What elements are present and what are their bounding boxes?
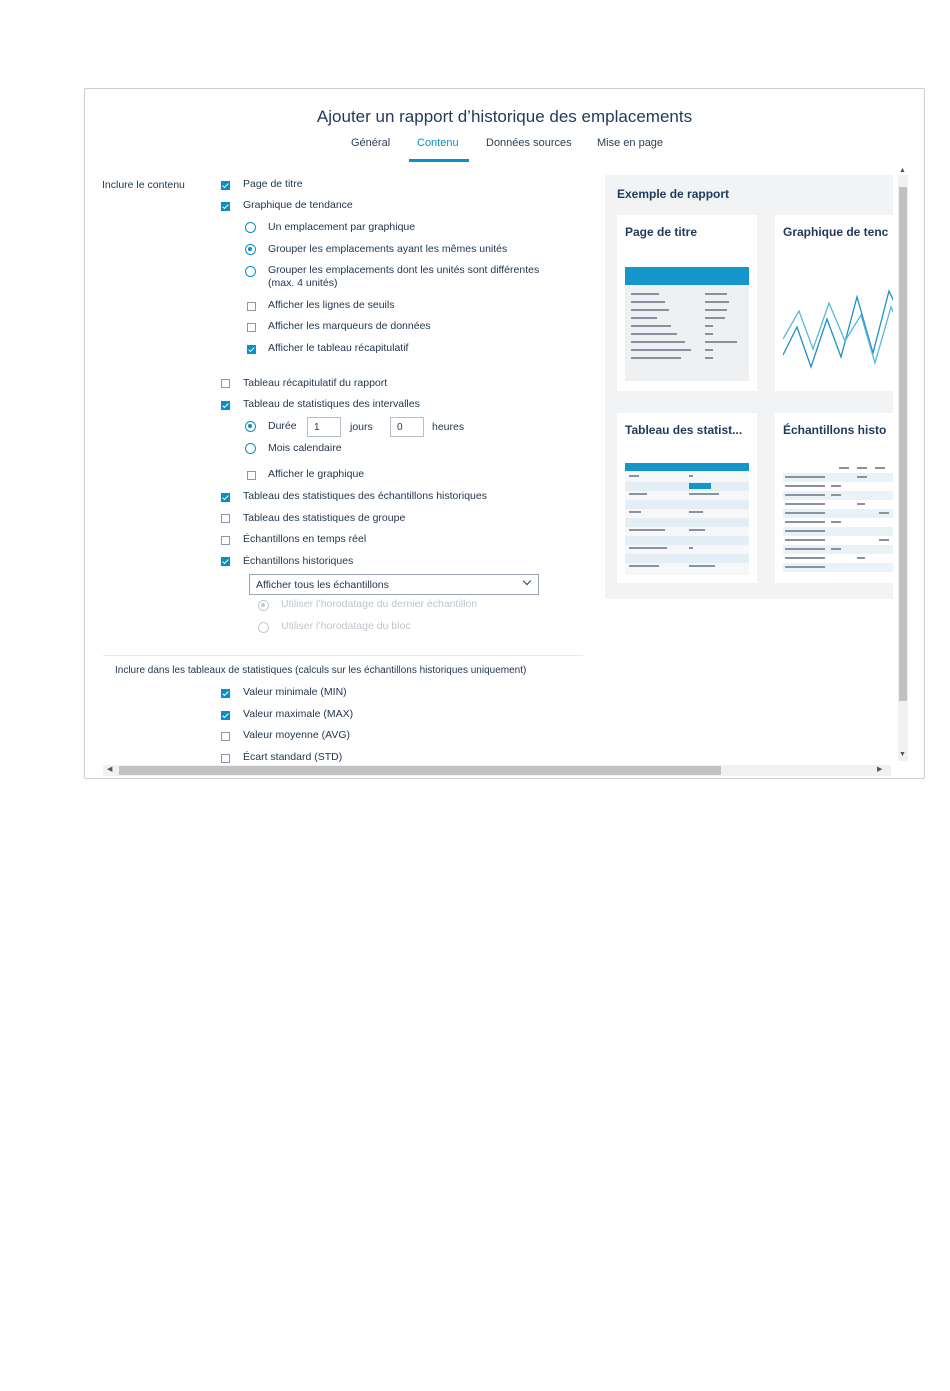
radio-un-emplacement[interactable] (245, 222, 256, 233)
checkbox-tableau-recap[interactable] (247, 345, 256, 354)
card-title-graphique: Graphique de tenc (783, 225, 889, 239)
scroll-down-icon[interactable]: ▼ (899, 751, 906, 758)
section-label-inclure: Inclure le contenu (102, 179, 185, 191)
section-divider (103, 655, 583, 656)
active-tab-indicator (409, 159, 469, 162)
checkbox-stats-echantillons[interactable] (221, 493, 230, 502)
label-graphique-tendance: Graphique de tendance (243, 199, 353, 211)
label-mois-calendaire: Mois calendaire (268, 442, 342, 454)
card-title-page-titre: Page de titre (625, 225, 698, 239)
radio-horodatage-dernier[interactable] (258, 600, 269, 611)
radio-mois-calendaire[interactable] (245, 443, 256, 454)
label-grouper-differentes: Grouper les emplacements dont les unités sont différentes (268, 264, 540, 276)
dialog-title: Ajouter un rapport d’historique des emplacements (316, 107, 693, 126)
tab-mise-en-page[interactable]: Mise en page (597, 137, 664, 149)
scroll-up-icon[interactable]: ▲ (899, 167, 906, 174)
checkbox-afficher-graphique[interactable] (247, 471, 256, 480)
radio-duree[interactable] (245, 421, 256, 432)
checkbox-lignes-seuils[interactable] (247, 302, 256, 311)
card-title-tableau-stats: Tableau des statist... (625, 423, 743, 437)
scroll-left-icon[interactable]: ◀ (107, 766, 113, 773)
label-heures: heures (432, 421, 465, 433)
scroll-right-icon[interactable]: ▶ (877, 766, 883, 773)
preview-card-tableau-stats (617, 413, 757, 583)
label-horodatage-bloc: Utiliser l’horodatage du bloc (281, 620, 411, 632)
mini-title-header (625, 267, 749, 285)
jours-input[interactable]: 1 (307, 417, 341, 437)
label-page-titre: Page de titre (243, 178, 303, 190)
heures-input[interactable]: 0 (390, 417, 424, 437)
tab-bar (85, 137, 924, 163)
radio-grouper-memes-unites[interactable] (245, 244, 256, 255)
label-min: Valeur minimale (MIN) (243, 686, 347, 698)
label-avg: Valeur moyenne (AVG) (243, 729, 350, 741)
label-tableau-recap: Afficher le tableau récapitulatif (268, 342, 409, 354)
checkbox-tableau-recap-rapport[interactable] (221, 379, 230, 388)
preview-title: Exemple de rapport (617, 187, 730, 201)
report-dialog (84, 88, 925, 779)
label-jours: jours (350, 421, 373, 433)
label-un-emplacement: Un emplacement par graphique (268, 221, 416, 233)
checkbox-echantillons-historiques[interactable] (221, 557, 230, 566)
label-marqueurs: Afficher les marqueurs de données (268, 320, 431, 332)
horizontal-scroll-thumb[interactable] (119, 766, 721, 775)
label-stats-groupe: Tableau des statistiques de groupe (243, 512, 406, 524)
checkbox-stats-groupe[interactable] (221, 514, 230, 523)
horizontal-scrollbar[interactable] (103, 765, 891, 776)
vertical-scrollbar[interactable] (898, 167, 908, 761)
label-echantillons-historiques: Échantillons historiques (243, 555, 354, 567)
label-horodatage-dernier: Utiliser l’horodatage du dernier échantillon (281, 598, 478, 610)
mini-title-page (625, 267, 749, 381)
tab-contenu[interactable]: Contenu (417, 137, 459, 149)
tab-donnees-sources[interactable]: Données sources (486, 137, 572, 149)
echantillons-select-value: Afficher tous les échantillons (256, 579, 389, 591)
radio-horodatage-bloc[interactable] (258, 622, 269, 633)
preview-card-graphique (775, 215, 893, 391)
preview-card-page-titre (617, 215, 757, 391)
label-lignes-seuils: Afficher les lignes de seuils (268, 299, 395, 311)
checkbox-tableau-intervalles[interactable] (221, 401, 230, 410)
mini-trend-chart (783, 267, 893, 383)
checkbox-max[interactable] (221, 711, 230, 720)
report-preview (605, 175, 893, 599)
radio-grouper-differentes[interactable] (245, 266, 256, 277)
mini-stats-table (625, 463, 749, 575)
label-grouper-differentes-max: (max. 4 unités) (268, 277, 338, 289)
card-title-echantillons: Échantillons histo (783, 423, 887, 437)
label-afficher-graphique: Afficher le graphique (268, 468, 365, 480)
echantillons-select[interactable] (249, 574, 539, 595)
label-std: Écart standard (STD) (243, 751, 343, 763)
checkbox-temps-reel[interactable] (221, 536, 230, 545)
label-temps-reel: Échantillons en temps réel (243, 533, 367, 545)
label-duree: Durée (268, 420, 297, 432)
chevron-down-icon (523, 577, 531, 585)
stats-section-label: Inclure dans les tableaux de statistiques (calculs sur les échantillons historiques uniquement) (115, 665, 527, 676)
label-grouper-memes-unites: Grouper les emplacements ayant les mêmes unités (268, 243, 508, 255)
checkbox-std[interactable] (221, 754, 230, 763)
label-stats-echantillons: Tableau des statistiques des échantillons historiques (243, 490, 487, 502)
label-tableau-intervalles: Tableau de statistiques des intervalles (243, 398, 420, 410)
vertical-scroll-thumb[interactable] (899, 187, 907, 701)
label-max: Valeur maximale (MAX) (243, 708, 354, 720)
checkbox-marqueurs[interactable] (247, 323, 256, 332)
label-tableau-recap-rapport: Tableau récapitulatif du rapport (243, 377, 388, 389)
checkbox-page-titre[interactable] (221, 181, 230, 190)
checkbox-graphique-tendance[interactable] (221, 202, 230, 211)
checkbox-min[interactable] (221, 689, 230, 698)
checkbox-avg[interactable] (221, 732, 230, 741)
mini-samples-table (783, 463, 893, 575)
preview-card-echantillons (775, 413, 893, 583)
tab-general[interactable]: Général (351, 137, 391, 149)
